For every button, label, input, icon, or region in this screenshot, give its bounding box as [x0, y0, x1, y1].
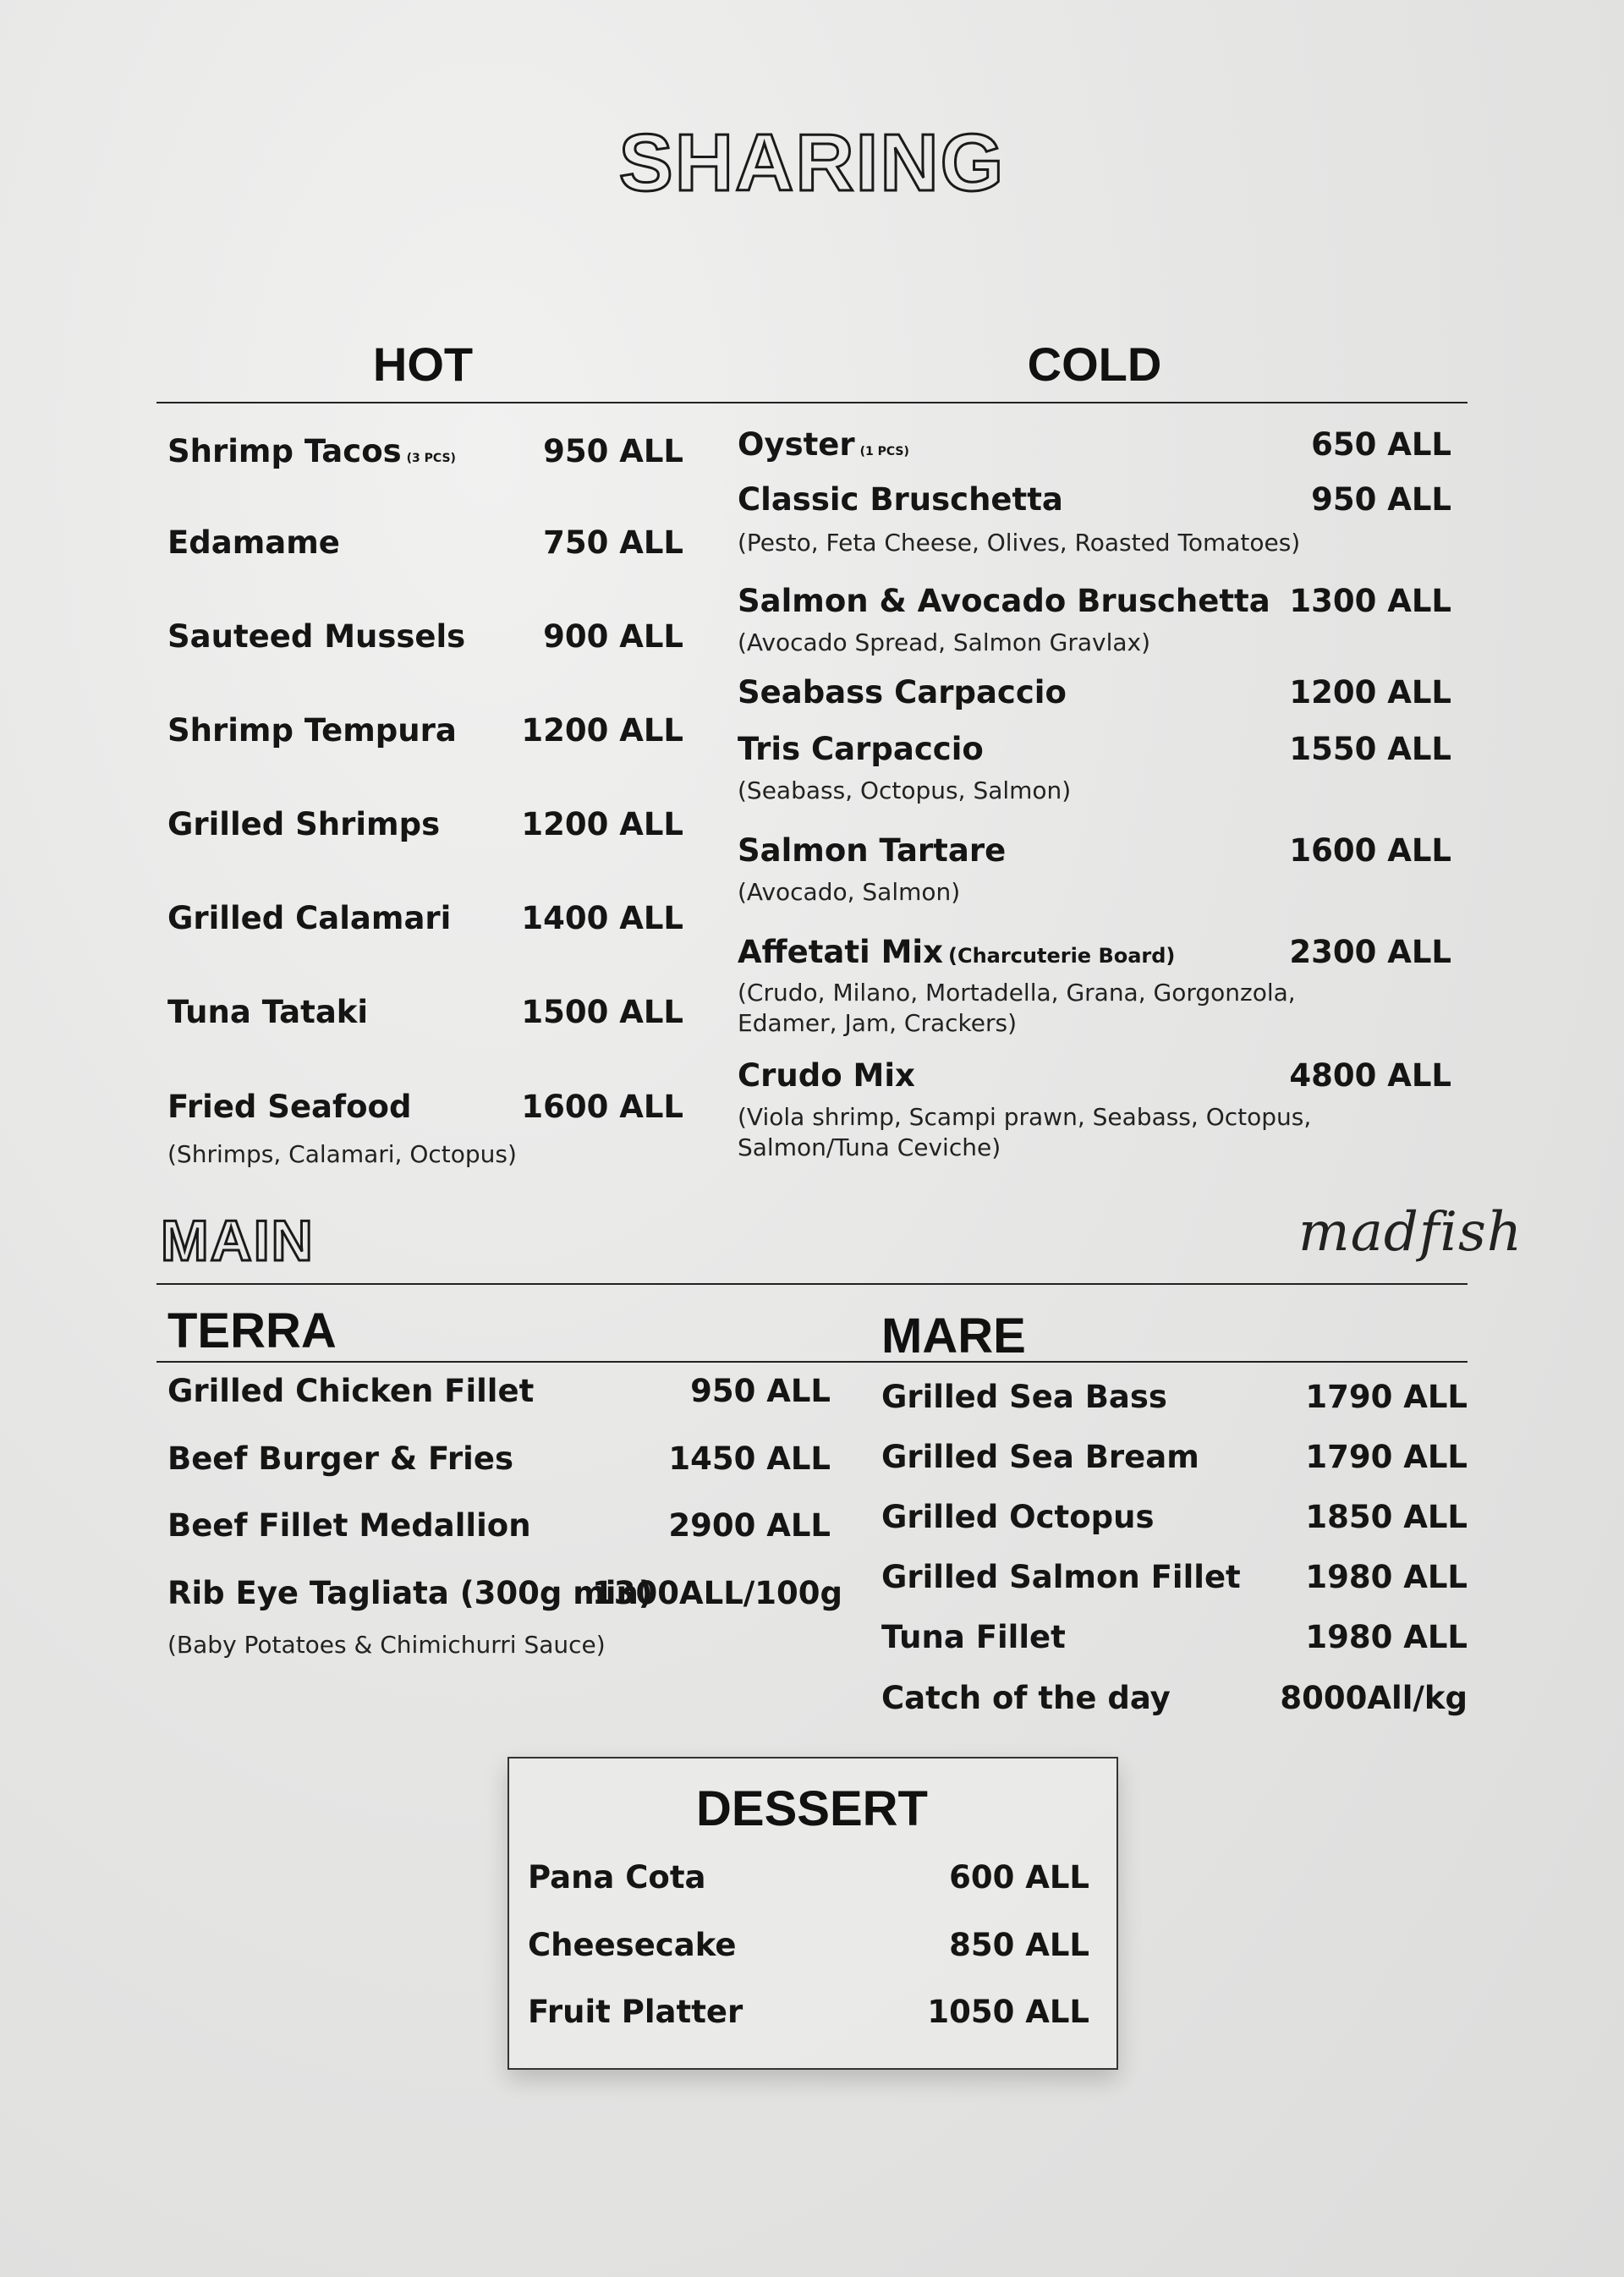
terra-item-name: Grilled Chicken Fillet — [167, 1373, 535, 1409]
mare-item-price: 1790 ALL — [1305, 1379, 1468, 1415]
mare-item-name: Catch of the day — [881, 1680, 1171, 1716]
terra-item-description: (Baby Potatoes & Chimichurri Sauce) — [167, 1631, 606, 1659]
cold-item-name: Salmon & Avocado Bruschetta — [738, 583, 1270, 619]
cold-item-note: (1 PCS) — [859, 445, 909, 458]
dessert-item-price: 1050 ALL — [927, 1994, 1089, 2030]
madfish-logo: madfish — [1298, 1201, 1523, 1264]
hot-item-price: 1200 ALL — [521, 806, 683, 842]
cold-item-name: Crudo Mix — [738, 1057, 915, 1094]
terra-item-name: Beef Burger & Fries — [167, 1440, 513, 1477]
cold-item-description: Edamer, Jam, Crackers) — [738, 1009, 1018, 1037]
sharing-divider — [156, 402, 1468, 403]
cold-item-name: Classic Bruschetta — [738, 481, 1063, 518]
cold-item-description: Salmon/Tuna Ceviche) — [738, 1133, 1001, 1161]
mare-item-name: Grilled Sea Bream — [881, 1439, 1199, 1475]
dessert-item-name: Fruit Platter — [528, 1994, 743, 2030]
hot-item-name: Grilled Calamari — [167, 900, 452, 936]
terra-item-price: 1300ALL/100g — [592, 1575, 842, 1611]
dessert-item-name: Pana Cota — [528, 1859, 706, 1896]
cold-item-name: Affetati Mix (Charcuterie Board) — [738, 934, 1176, 970]
terra-heading: TERRA — [167, 1303, 337, 1358]
cold-item-price: 650 ALL — [1311, 426, 1451, 463]
cold-item-price: 4800 ALL — [1289, 1057, 1451, 1094]
cold-heading: COLD — [1027, 337, 1162, 391]
mare-item-price: 8000All/kg — [1280, 1680, 1468, 1716]
hot-item-name: Grilled Shrimps — [167, 806, 441, 842]
cold-item-price: 950 ALL — [1311, 481, 1451, 518]
hot-item-price: 1600 ALL — [521, 1089, 683, 1125]
dessert-item-price: 600 ALL — [949, 1859, 1089, 1896]
hot-item-name: Shrimp Tempura — [167, 712, 457, 749]
terra-item-name: Rib Eye Tagliata (300g min) — [167, 1575, 653, 1611]
cold-item-price: 1200 ALL — [1289, 674, 1451, 711]
terra-mare-divider — [156, 1361, 1468, 1363]
mare-item-name: Tuna Fillet — [881, 1619, 1066, 1655]
dessert-item-name: Cheesecake — [528, 1927, 737, 1963]
dessert-item-price: 850 ALL — [949, 1927, 1089, 1963]
cold-item-price: 1300 ALL — [1289, 583, 1451, 619]
mare-item-price: 1850 ALL — [1305, 1499, 1468, 1535]
cold-item-description: (Pesto, Feta Cheese, Olives, Roasted Tomatoes) — [738, 529, 1301, 557]
cold-item-description: (Viola shrimp, Scampi prawn, Seabass, Octopus, — [738, 1103, 1312, 1131]
terra-item-name: Beef Fillet Medallion — [167, 1507, 531, 1544]
sharing-title: SHARING — [618, 118, 1006, 208]
cold-item-description: (Avocado, Salmon) — [738, 878, 961, 906]
cold-item-price: 2300 ALL — [1289, 934, 1451, 970]
cold-item-note: (Charcuterie Board) — [947, 944, 1176, 968]
cold-item-description: (Seabass, Octopus, Salmon) — [738, 776, 1072, 804]
cold-item-description: (Crudo, Milano, Mortadella, Grana, Gorgonzola, — [738, 979, 1296, 1007]
mare-item-name: Grilled Sea Bass — [881, 1379, 1167, 1415]
hot-item-name: Sauteed Mussels — [167, 618, 466, 655]
mare-item-name: Grilled Salmon Fillet — [881, 1559, 1241, 1595]
hot-heading: HOT — [372, 337, 474, 391]
mare-item-price: 1980 ALL — [1305, 1559, 1468, 1595]
mare-item-price: 1790 ALL — [1305, 1439, 1468, 1475]
hot-item-name: Edamame — [167, 524, 340, 561]
terra-item-price: 950 ALL — [690, 1373, 831, 1409]
cold-item-name: Seabass Carpaccio — [738, 674, 1067, 711]
cold-item-price: 1550 ALL — [1289, 731, 1451, 767]
cold-item-name: Tris Carpaccio — [738, 731, 984, 767]
hot-item-price: 950 ALL — [543, 433, 683, 469]
hot-item-name: Tuna Tataki — [167, 994, 369, 1030]
cold-item-name: Oyster (1 PCS) — [738, 426, 909, 463]
dessert-heading: DESSERT — [696, 1781, 928, 1836]
hot-item-description: (Shrimps, Calamari, Octopus) — [167, 1140, 517, 1168]
cold-item-name: Salmon Tartare — [738, 832, 1007, 869]
main-title: MAIN — [161, 1209, 315, 1273]
mare-item-price: 1980 ALL — [1305, 1619, 1468, 1655]
mare-item-name: Grilled Octopus — [881, 1499, 1155, 1535]
hot-item-price: 900 ALL — [543, 618, 683, 655]
hot-item-name: Shrimp Tacos (3 PCS) — [167, 433, 456, 469]
cold-item-description: (Avocado Spread, Salmon Gravlax) — [738, 628, 1151, 656]
terra-item-price: 1450 ALL — [668, 1440, 831, 1477]
terra-item-price: 2900 ALL — [668, 1507, 831, 1544]
hot-item-name: Fried Seafood — [167, 1089, 412, 1125]
mare-heading: MARE — [881, 1309, 1026, 1363]
hot-item-note: (3 PCS) — [406, 452, 456, 465]
cold-item-price: 1600 ALL — [1289, 832, 1451, 869]
hot-item-price: 1200 ALL — [521, 712, 683, 749]
hot-item-price: 1500 ALL — [521, 994, 683, 1030]
main-divider — [156, 1283, 1468, 1285]
hot-item-price: 1400 ALL — [521, 900, 683, 936]
hot-item-price: 750 ALL — [543, 524, 683, 561]
